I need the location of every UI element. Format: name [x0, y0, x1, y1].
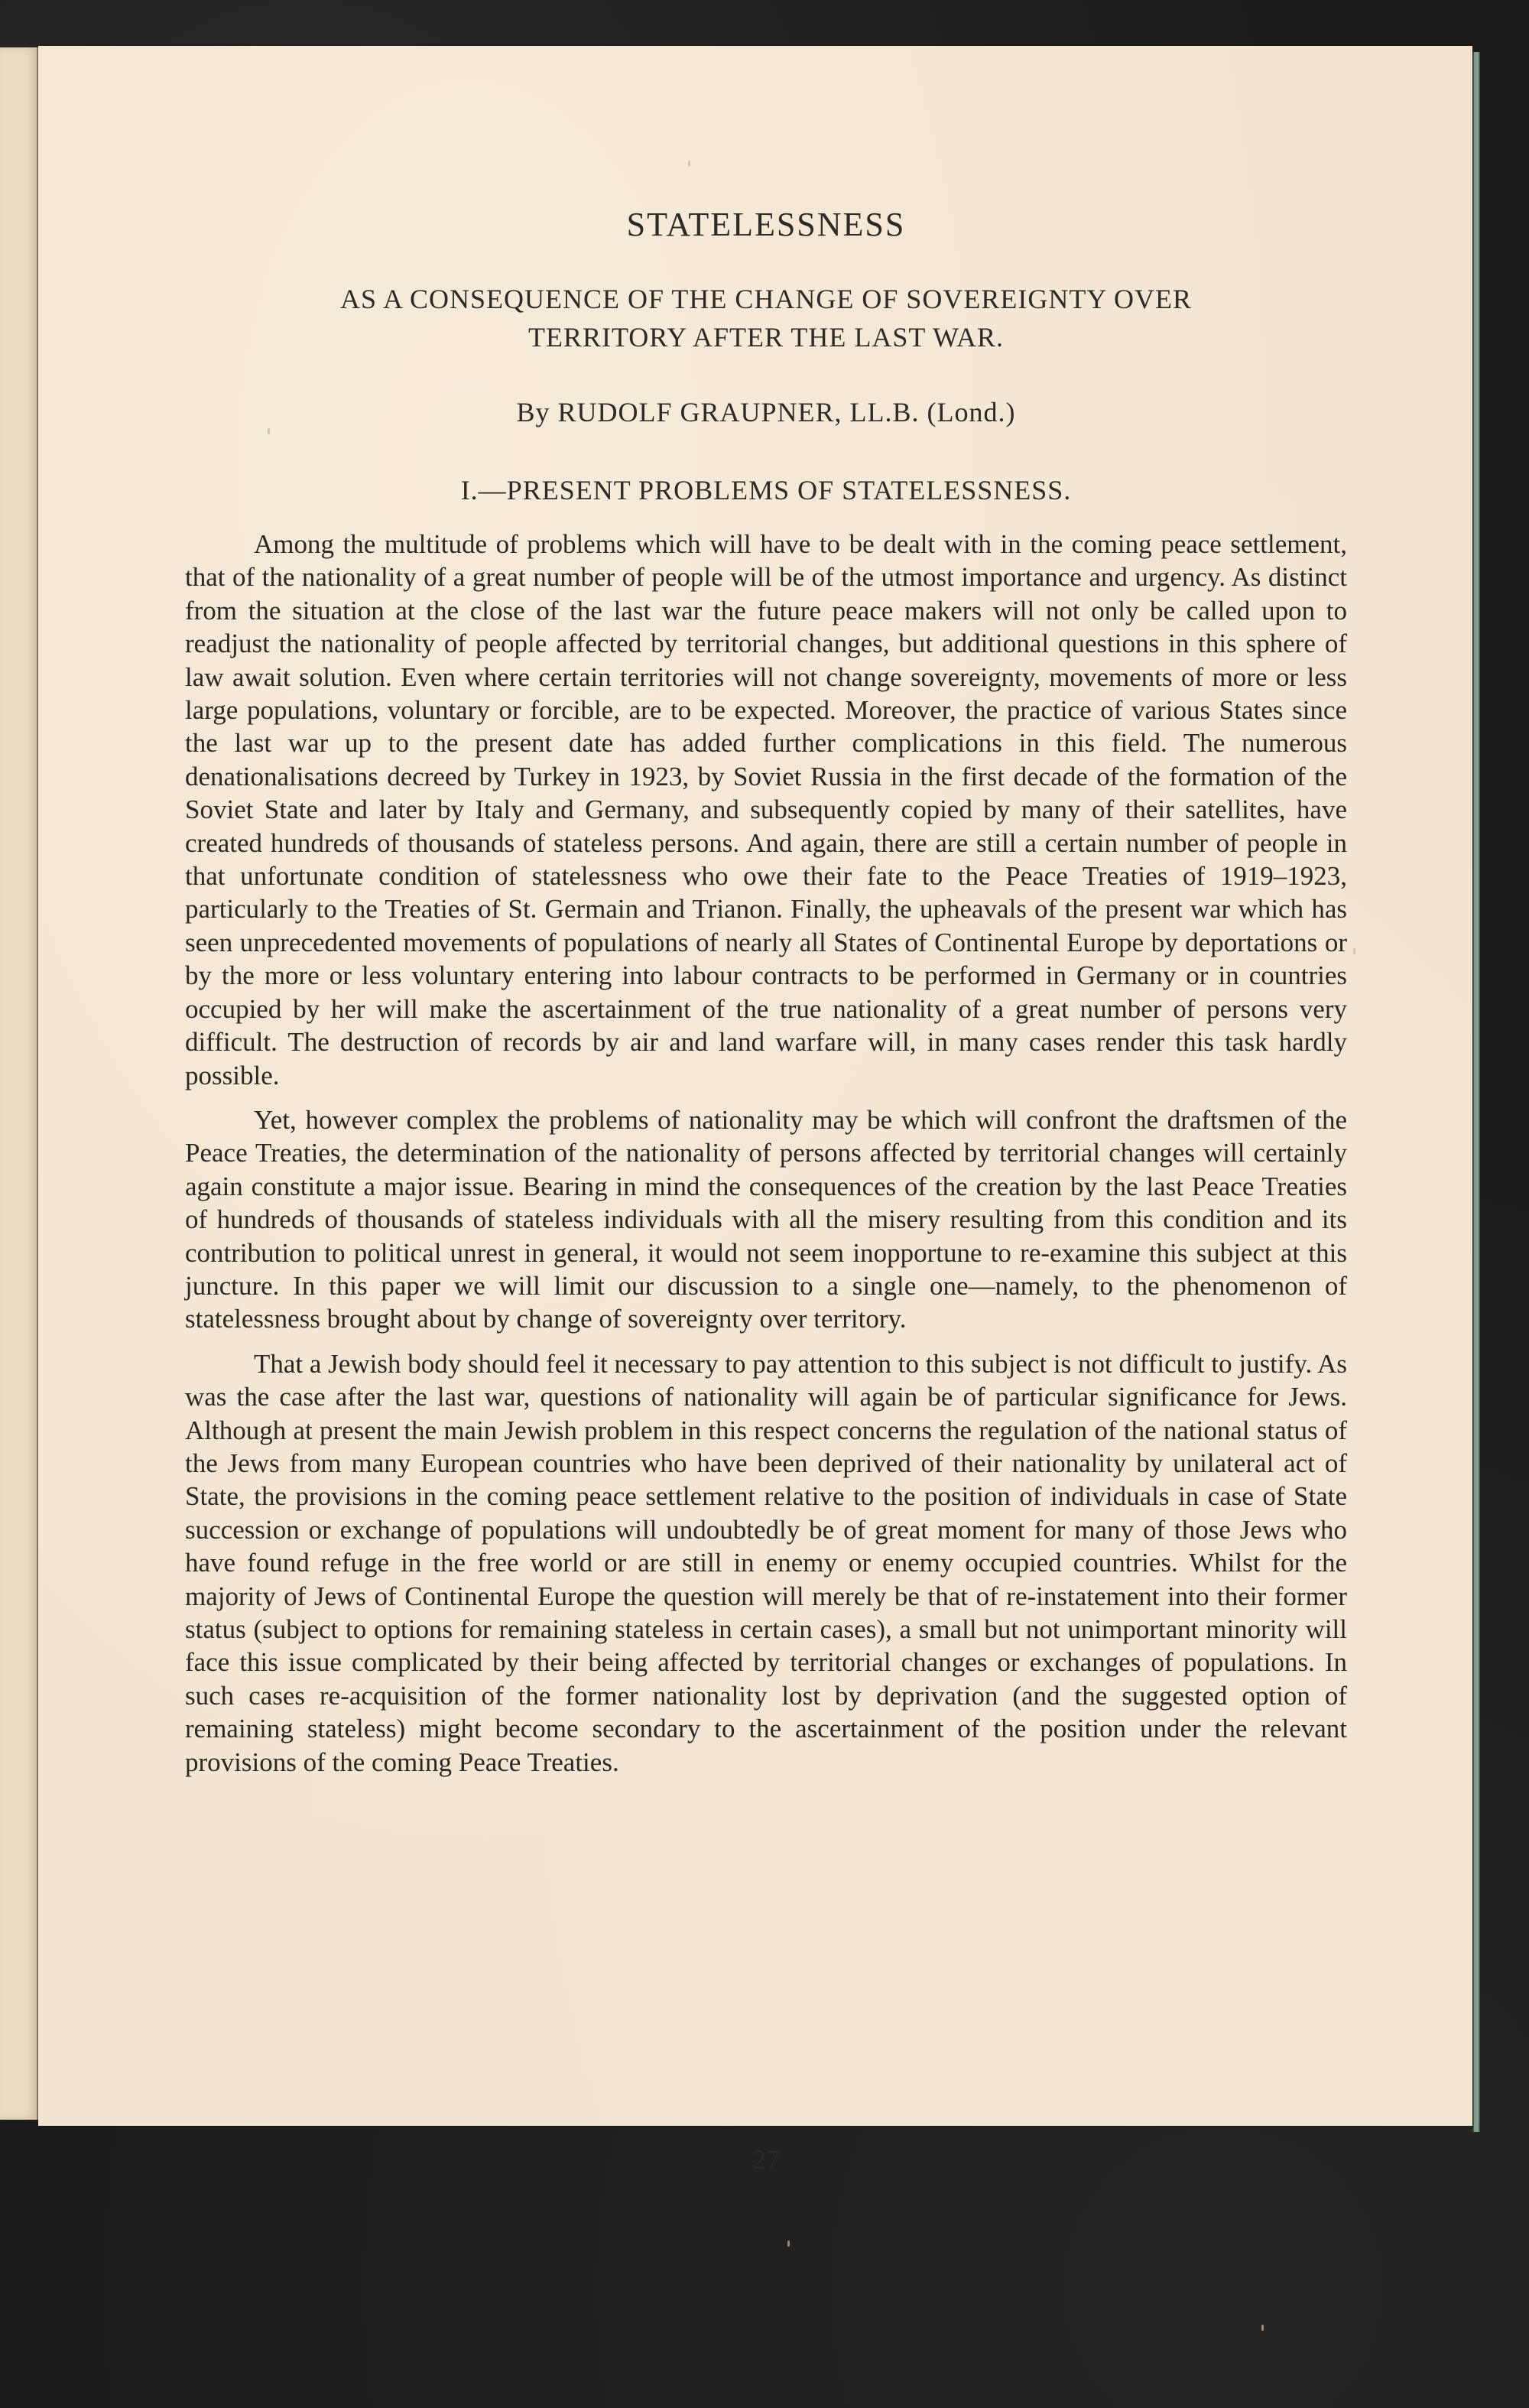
paragraph: Among the multitude of problems which will have to be dealt with in the coming peace settlement, that of the nationality of a great number of people will be of the utmost importance and urgency. As distinct from the situation at the close of the last war the future peace makers will not only be called upon to readjust the nationality of people affected by territorial changes, but additional questions in this sphere of law await solution. Even where certain territories will not change sovereignty, movements of more or less large populations, voluntary or forcible, are to be expected. Moreover, the practice of various States since the last war up to the present date has added further complications in this field. The numerous denationalisations decreed by Turkey in 1923, by Soviet Russia in the first decade of the formation of the Soviet State and later by Italy and Germany, and subsequently copied by many of their satellites, have created hundreds of thousands of stateless persons. And again, there are still a certain number of people in that unfortunate condition of statelessness who owe their fate to the Peace Treaties of 1919–1923, particularly to the Treaties of St. Germain and Trianon. Finally, the upheavals of the present war which has seen unprecedented movements of populations of nearly all States of Continental Europe by deportations or by the more or less voluntary entering into labour contracts to be performed in Germany or in countries occupied by her will make the ascertainment of the true nationality of a great number of persons very difficult. The destruction of records by air and land warfare will, in many cases render this task hardly possible. — [185, 529, 1347, 1090]
paragraph: Yet, however complex the problems of nationality may be which will confront the draftsmen of the Peace Treaties, the determination of the nationality of persons affected by territorial changes will certainly again constitute a major issue. Bearing in mind the consequences of the creation by the last Peace Treaties of hundreds of thousands of stateless individuals with all the misery resulting from this condition and its contribution to political unrest in general, it would not seem inopportune to re-examine this subject at this juncture. In this paper we will limit our discussion to a single one—namely, to the phenomenon of statelessness brought about by change of sovereignty over territory. — [185, 1104, 1347, 1334]
paper-speck — [688, 161, 690, 167]
document-page — [38, 46, 1472, 2175]
paper-speck — [787, 2241, 790, 2247]
paper-speck — [268, 428, 270, 434]
section-heading: I.—PRESENT PROBLEMS OF STATELESSNESS. — [460, 475, 1072, 505]
body-text — [185, 528, 1347, 1790]
document-title: STATELESSNESS — [626, 206, 906, 243]
previous-page-edge — [0, 47, 38, 2120]
author-byline: By RUDOLF GRAUPNER, LL.B. (Lond.) — [516, 397, 1016, 427]
subtitle-line: AS A CONSEQUENCE OF THE CHANGE OF SOVEREIGNTY OVER — [339, 284, 1193, 314]
paper-speck — [1353, 948, 1355, 954]
document-subtitle — [185, 280, 1347, 356]
subtitle-line: TERRITORY AFTER THE LAST WAR. — [528, 322, 1005, 353]
paper-speck — [1261, 2325, 1264, 2331]
page-number: 27 — [752, 2144, 780, 2175]
paragraph: That a Jewish body should feel it necessary to pay attention to this subject is not difficult to justify. As was the case after the last war, questions of nationality will again be of particular significance for Jews. Although at present the main Jewish problem in this respect concerns the regulation of the national status of the Jews from many European countries who have been deprived of their nationality by unilateral act of State, the provisions in the coming peace settlement relative to the position of individuals in case of State succession or exchange of populations will undoubtedly be of great moment for many of those Jews who have found refuge in the free world or are still in enemy or enemy occupied countries. Whilst for the majority of Jews of Continental Europe the question will merely be that of re-instatement into their former status (subject to options for remaining stateless in certain cases), a small but not unimportant minority will face this issue complicated by their being affected by territorial changes or exchanges of populations. In such cases re-acquisition of the former nationality lost by deprivation (and the suggested option of remaining stateless) might become secondary to the ascertainment of the position under the relevant provisions of the coming Peace Treaties. — [185, 1348, 1347, 1777]
